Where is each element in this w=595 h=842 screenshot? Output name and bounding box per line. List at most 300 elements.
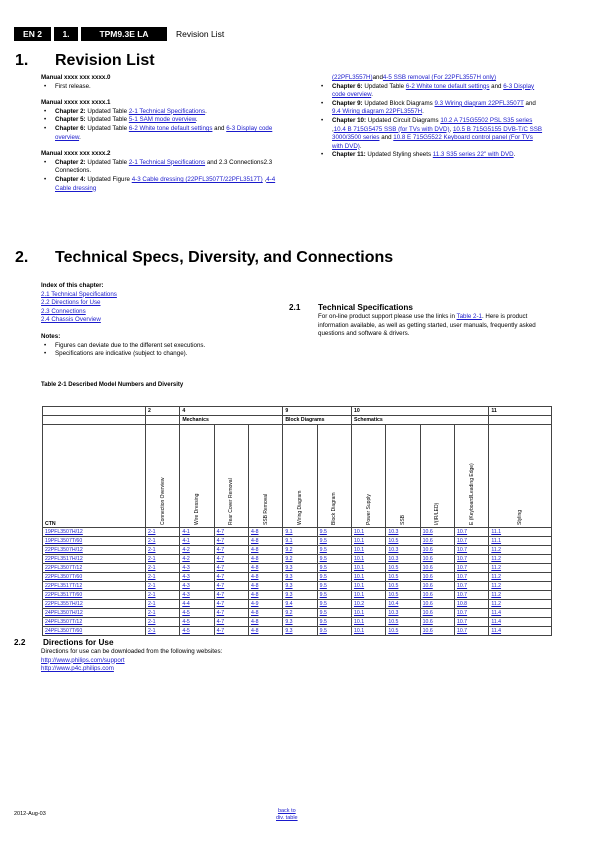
reference-link[interactable]: 10.5	[386, 591, 420, 600]
reference-link[interactable]: 10.7	[454, 582, 488, 591]
column-header	[214, 425, 248, 528]
reference-link[interactable]: 10.6	[420, 528, 454, 537]
chapter-label: Chapter 9:	[332, 99, 363, 107]
cross-reference-link[interactable]: 6-3 Display code overview	[55, 124, 273, 141]
column-header	[489, 425, 552, 528]
text-run: .	[79, 133, 81, 141]
revision-item	[318, 100, 543, 117]
footer-date: 2012-Aug-03	[14, 811, 46, 817]
reference-link[interactable]: 10.7	[454, 537, 488, 546]
index-link-chassis-overview[interactable]: 2.4 Chassis Overview	[41, 316, 101, 324]
revision-item	[41, 176, 276, 193]
chapter-number-cell: 9	[283, 407, 352, 416]
table-row	[43, 564, 552, 573]
reference-link[interactable]: 9.5	[317, 528, 351, 537]
column-header-label: E (Keyboard/Leading Edge)	[468, 463, 475, 525]
text-run: Updated Styling sheets	[365, 151, 433, 159]
chapter-label: Chapter 5:	[55, 116, 86, 124]
reference-link[interactable]: 4-8	[248, 537, 282, 546]
model-ctn-link[interactable]: 22PFL3557H/12	[43, 600, 146, 609]
revision-item	[318, 117, 543, 151]
reference-link[interactable]: 10.6	[420, 600, 454, 609]
reference-link[interactable]: 10.2	[351, 600, 385, 609]
empty-cell	[145, 416, 179, 425]
reference-link[interactable]: 9.5	[317, 627, 351, 636]
reference-link[interactable]: 9.3	[283, 573, 317, 582]
index-link-connections[interactable]: 2.3 Connections	[41, 307, 86, 315]
group-header-schematics: Schematics	[351, 416, 488, 425]
cross-reference-link[interactable]: 10.8 E 715G5522 Keyboard control panel (For TVs with DVD)	[332, 134, 533, 150]
cross-reference-link[interactable]: (22PFL3557H)	[332, 74, 373, 81]
table-group-row	[43, 416, 552, 425]
column-header	[454, 425, 488, 528]
reference-link[interactable]: 2-1	[145, 537, 179, 546]
revision-item	[318, 151, 543, 160]
text-run: and 2.3 Connections2.3 Connections.	[55, 158, 273, 175]
cross-reference-link[interactable]: 11.3 S35 series 22" with DVD	[432, 151, 514, 159]
text-run: and	[523, 99, 536, 107]
text-run: . Here is product information available, as well as getting started, user manuals, frequently asked questions and software & drivers.	[318, 313, 536, 338]
page-header	[14, 27, 224, 41]
text-run: Updated Table	[362, 82, 406, 90]
text-run: For on-line product support please use the links in	[318, 313, 457, 320]
reference-link[interactable]: 10.6	[420, 564, 454, 573]
reference-link[interactable]: 9.4	[283, 600, 317, 609]
reference-link[interactable]: 2-1	[145, 582, 179, 591]
reference-link[interactable]: 10.5	[386, 627, 420, 636]
reference-link[interactable]: 2-1	[145, 573, 179, 582]
text-run: Updated Circuit Diagrams	[366, 116, 441, 124]
section-2-1-number: 2.1	[289, 303, 301, 312]
reference-link[interactable]: 10.3	[386, 528, 420, 537]
reference-link[interactable]: 10.7	[454, 546, 488, 555]
directions-text: Directions for use can be downloaded from the following websites:	[41, 648, 223, 655]
text-run: and	[379, 134, 394, 142]
reference-link[interactable]: 9.3	[283, 618, 317, 627]
text-run: Updated Table	[85, 107, 129, 115]
column-header	[145, 425, 179, 528]
revision-item	[318, 83, 543, 100]
text-run: and	[489, 82, 504, 90]
chapter-number-cell: 10	[351, 407, 488, 416]
reference-link[interactable]: 4-5	[180, 627, 214, 636]
reference-link[interactable]: 2-1	[145, 528, 179, 537]
reference-link[interactable]: 2-1	[145, 546, 179, 555]
table-row	[43, 555, 552, 564]
reference-link[interactable]: 4-7	[214, 537, 248, 546]
reference-link[interactable]: 9.5	[317, 564, 351, 573]
reference-link[interactable]: 4-2	[180, 546, 214, 555]
reference-link[interactable]: 4-7	[214, 627, 248, 636]
reference-link[interactable]: 4-7	[214, 609, 248, 618]
column-header-label: Connection Overview	[159, 477, 166, 525]
column-header	[386, 425, 420, 528]
reference-link[interactable]: 10.1	[351, 555, 385, 564]
notes-title: Notes:	[41, 332, 61, 340]
reference-link[interactable]: 4-9	[248, 600, 282, 609]
revision-continuation	[318, 74, 543, 83]
reference-link[interactable]: 10.6	[420, 573, 454, 582]
group-header-block-diagrams: Block Diagrams	[283, 416, 352, 425]
text-run: .	[359, 142, 362, 150]
note-item: • Figures can deviate due to the different set executions.	[41, 342, 271, 351]
reference-link[interactable]: 10.7	[454, 609, 488, 618]
section-2-2-heading	[14, 638, 114, 647]
chapter-number-badge: 1.	[54, 27, 78, 41]
revision-item	[41, 125, 276, 142]
index-link-technical-specs[interactable]: 2.1 Technical Specifications	[41, 290, 117, 298]
reference-link[interactable]: 4-7	[214, 618, 248, 627]
reference-link[interactable]: 10.1	[351, 591, 385, 600]
reference-link[interactable]: 10.1	[351, 573, 385, 582]
reference-link[interactable]: 10.1	[351, 627, 385, 636]
text-run: Updated Table	[85, 158, 129, 166]
reference-link[interactable]: 4-8	[248, 582, 282, 591]
reference-link[interactable]: 10.7	[454, 627, 488, 636]
chapter-label: Chapter 6:	[55, 124, 86, 132]
model-ctn-link[interactable]: 22PFL3507T/60	[43, 573, 146, 582]
back-to-div-table-link[interactable]	[276, 808, 298, 821]
chapter-label: Chapter 4:	[55, 175, 86, 183]
model-ctn-link[interactable]: 19PFL3507H/12	[43, 528, 146, 537]
ctn-header: CTN	[43, 425, 146, 528]
chapter-1-heading	[15, 52, 155, 70]
column-header-label: I/(IR/LED)	[434, 502, 441, 525]
table-row	[43, 609, 552, 618]
reference-link[interactable]: 10.6	[420, 555, 454, 564]
reference-link[interactable]: 9.2	[283, 546, 317, 555]
cross-reference-link[interactable]: 10.4 B 715G5475 SSB (for TVs with DVD)	[333, 125, 450, 133]
revision-list-right-column	[318, 74, 543, 160]
cross-reference-link[interactable]: 5-1 SAM mode overview	[128, 116, 196, 124]
index-link-directions-for-use[interactable]: 2.2 Directions for Use	[41, 299, 101, 307]
table-row	[43, 528, 552, 537]
text-run: First release.	[55, 82, 91, 90]
reference-link[interactable]: 10.5	[386, 573, 420, 582]
column-header-label: Rear Cover Removal	[228, 478, 235, 525]
reference-link[interactable]: 4-8	[248, 609, 282, 618]
cross-reference-link[interactable]: 2-1 Technical Specifications	[128, 107, 206, 115]
revision-items	[41, 83, 276, 92]
manual-version-label: Manual xxxx xxx xxxx.1	[41, 99, 111, 107]
revision-items	[41, 108, 276, 142]
column-header-label: Wiring Diagram	[296, 490, 303, 525]
reference-link[interactable]: 10.6	[420, 582, 454, 591]
table-caption: Table 2-1 Described Model Numbers and Diversity	[41, 382, 184, 388]
reference-link[interactable]: 9.5	[317, 546, 351, 555]
model-badge: TPM9.3E LA	[81, 27, 167, 41]
table-row	[43, 546, 552, 555]
reference-link[interactable]: 9.5	[317, 537, 351, 546]
reference-link[interactable]: 2-1	[145, 609, 179, 618]
revision-item	[41, 108, 276, 117]
model-ctn-link[interactable]: 22PFL3517H/12	[43, 555, 146, 564]
text-run: .	[205, 107, 207, 115]
reference-link[interactable]: 2-1	[145, 591, 179, 600]
reference-link[interactable]: 10.1	[351, 582, 385, 591]
manual-version-label: Manual xxxx xxx xxxx.2	[41, 150, 111, 158]
manual-version-label: Manual xxxx xxx xxxx.0	[41, 74, 111, 81]
reference-link[interactable]: 4-7	[214, 546, 248, 555]
text-run: .	[195, 116, 198, 124]
reference-link[interactable]: 4-7	[214, 591, 248, 600]
chapter-label: Chapter 10:	[332, 116, 367, 124]
model-ctn-link[interactable]: 22PFL3507T/12	[43, 564, 146, 573]
reference-link[interactable]: 4-8	[248, 564, 282, 573]
table-row	[43, 600, 552, 609]
model-ctn-link[interactable]: 24PFL3507T/12	[43, 618, 146, 627]
chapter-number-cell: 2	[145, 407, 179, 416]
reference-link[interactable]: 2-1	[145, 555, 179, 564]
cross-reference-link[interactable]: 10.2 A 715G5502 PSL S35 series	[440, 116, 533, 124]
column-header	[317, 425, 351, 528]
section-2-1-body	[318, 313, 544, 339]
column-header-label: Styling	[517, 509, 524, 525]
column-header	[420, 425, 454, 528]
reference-link[interactable]: 11.2	[489, 591, 552, 600]
chapter-label: Chapter 2:	[55, 107, 86, 115]
reference-link[interactable]: 9.3	[283, 627, 317, 636]
section-2-2-title: Directions for Use	[43, 638, 114, 647]
reference-link[interactable]: 4-1	[180, 528, 214, 537]
model-ctn-link[interactable]: 22PFL3507H/12	[43, 546, 146, 555]
reference-link[interactable]: 9.2	[283, 609, 317, 618]
reference-link[interactable]: 10.6	[420, 609, 454, 618]
reference-link[interactable]: 9.5	[317, 555, 351, 564]
reference-link[interactable]: 4-5	[180, 609, 214, 618]
table-row	[43, 537, 552, 546]
cross-reference-link[interactable]: Table 2-1	[456, 313, 482, 320]
text-run: Updated Block Diagrams	[362, 99, 435, 107]
table-row	[43, 582, 552, 591]
cross-reference-link[interactable]: 10.5 B 715G5155 DVB-T/C SSB 3000/3500 series	[332, 125, 543, 142]
table-number-row	[43, 407, 552, 416]
section-2-1-heading	[289, 303, 413, 312]
reference-link[interactable]: 9.1	[283, 528, 317, 537]
reference-link[interactable]: 9.5	[317, 582, 351, 591]
cross-reference-link[interactable]: 6-2 White tone default settings	[405, 82, 490, 90]
cross-reference-link[interactable]: 6-2 White tone default settings	[128, 124, 213, 132]
reference-link[interactable]: 4-8	[248, 546, 282, 555]
group-header-mechanics: Mechanics	[180, 416, 283, 425]
reference-link[interactable]: 9.5	[317, 573, 351, 582]
reference-link[interactable]: 4-8	[248, 555, 282, 564]
reference-link[interactable]: 4-8	[248, 627, 282, 636]
chapter-2-heading	[15, 249, 393, 267]
reference-link[interactable]: 4-7	[214, 564, 248, 573]
reference-link[interactable]: 10.7	[454, 564, 488, 573]
reference-link[interactable]: 10.7	[454, 618, 488, 627]
table-header-row	[43, 425, 552, 528]
chapter-number-cell: 4	[180, 407, 283, 416]
cross-reference-link[interactable]: 9.4 Wiring diagram 22PFL3557H	[332, 108, 423, 116]
reference-link[interactable]: 4-8	[248, 591, 282, 600]
reference-link[interactable]: 9.5	[317, 591, 351, 600]
reference-link[interactable]: 10.6	[420, 537, 454, 546]
reference-link[interactable]: 11.2	[489, 600, 552, 609]
model-ctn-link[interactable]: 24PFL3507H/12	[43, 609, 146, 618]
text-run: ,	[449, 125, 453, 133]
reference-link[interactable]: 10.1	[351, 546, 385, 555]
note-item: • Specifications are indicative (subject to change).	[41, 350, 271, 359]
text-run: .	[371, 91, 373, 99]
reference-link[interactable]: 4-8	[248, 573, 282, 582]
reference-link[interactable]: 2-1	[145, 627, 179, 636]
model-ctn-link[interactable]: 19PFL3507T/60	[43, 537, 146, 546]
reference-link[interactable]: 9.2	[283, 555, 317, 564]
section-2-2-number: 2.2	[14, 638, 26, 647]
text-run: Updated Table	[85, 116, 129, 124]
reference-link[interactable]: 4-8	[248, 528, 282, 537]
reference-link[interactable]: 4-7	[214, 528, 248, 537]
text-run: Updated Table	[85, 124, 129, 132]
column-header	[248, 425, 282, 528]
reference-link[interactable]: 10.1	[351, 537, 385, 546]
revision-item	[41, 116, 276, 125]
reference-link[interactable]: 10.7	[454, 528, 488, 537]
reference-link[interactable]: 2-1	[145, 600, 179, 609]
cross-reference-link[interactable]: 4-5 SSB removal (For 22PFL3557H only)	[382, 74, 497, 81]
column-header-label: Block Diagram	[331, 492, 338, 525]
empty-cell	[489, 416, 552, 425]
text-run: .	[422, 108, 424, 116]
text-run: and	[372, 74, 383, 81]
table-row	[43, 573, 552, 582]
reference-link[interactable]: 10.6	[420, 591, 454, 600]
reference-link[interactable]: 2-1	[145, 618, 179, 627]
reference-link[interactable]: 11.1	[489, 537, 552, 546]
revision-list-chapters	[318, 83, 543, 160]
chapter-1-number: 1.	[15, 52, 29, 69]
column-header	[180, 425, 214, 528]
text-run: ,	[332, 125, 334, 133]
footer-link-line-1: back to	[277, 808, 296, 814]
revision-list-left-column	[41, 74, 276, 193]
cross-reference-link[interactable]: 6-3 Display code overview	[332, 82, 535, 99]
column-header-label: SSB Removal	[262, 493, 269, 525]
reference-link[interactable]: 9.5	[317, 609, 351, 618]
reference-link[interactable]: 4-2	[180, 555, 214, 564]
cross-reference-link[interactable]: 2-1 Technical Specifications	[128, 158, 206, 166]
chapter-2-title: Technical Specs, Diversity, and Connections	[55, 249, 394, 266]
reference-link[interactable]: 10.3	[386, 555, 420, 564]
chapter-label: Chapter 11:	[332, 151, 366, 159]
table-row	[43, 618, 552, 627]
table-row	[43, 627, 552, 636]
revision-items	[41, 159, 276, 193]
reference-link[interactable]: 4-4	[180, 600, 214, 609]
reference-link[interactable]: 10.5	[386, 582, 420, 591]
text-run: ,	[262, 175, 267, 183]
cross-reference-link[interactable]: 4-4 Cable dressing	[55, 175, 276, 192]
reference-link[interactable]: 11.2	[489, 555, 552, 564]
text-run: .	[513, 151, 516, 159]
reference-link[interactable]: 10.6	[420, 627, 454, 636]
text-run: Updated Figure	[85, 175, 132, 183]
reference-link[interactable]: 11.2	[489, 582, 552, 591]
reference-link[interactable]: 10.7	[454, 573, 488, 582]
reference-link[interactable]: 10.1	[351, 609, 385, 618]
reference-link[interactable]: 10.3	[386, 546, 420, 555]
reference-link[interactable]: 11.1	[489, 528, 552, 537]
reference-link[interactable]: 11.2	[489, 564, 552, 573]
chapter-index	[41, 282, 271, 359]
table-corner-cell	[43, 407, 146, 416]
reference-link[interactable]: 10.7	[454, 555, 488, 564]
reference-link[interactable]: 10.1	[351, 564, 385, 573]
reference-link[interactable]: 11.4	[489, 627, 552, 636]
reference-link[interactable]: 4-3	[180, 564, 214, 573]
reference-link[interactable]: 10.6	[420, 618, 454, 627]
reference-link[interactable]: 9.5	[317, 600, 351, 609]
philips-support-link[interactable]: http://www.philips.com/support	[41, 656, 125, 664]
reference-link[interactable]: 10.4	[386, 600, 420, 609]
reference-link[interactable]: 10.5	[386, 618, 420, 627]
reference-link[interactable]: 11.4	[489, 618, 552, 627]
reference-link[interactable]: 9.3	[283, 591, 317, 600]
cross-reference-link[interactable]: 9.3 Wiring diagram 22PFL3507T	[434, 99, 524, 107]
revision-item	[41, 83, 276, 92]
reference-link[interactable]: 4-3	[180, 582, 214, 591]
section-2-2-body	[41, 648, 251, 674]
reference-link[interactable]: 10.8	[454, 600, 488, 609]
reference-link[interactable]: 10.6	[420, 546, 454, 555]
model-diversity-table	[42, 406, 552, 636]
reference-link[interactable]: 4-7	[214, 573, 248, 582]
cross-reference-link[interactable]: 4-3 Cable dressing (22PFL3507T/22PFL3517T)	[131, 175, 263, 183]
text-run: and	[212, 124, 227, 132]
reference-link[interactable]: 9.1	[283, 537, 317, 546]
chapter-1-title: Revision List	[55, 52, 155, 69]
notes-list	[41, 342, 271, 359]
chapter-label: Chapter 2:	[55, 158, 86, 166]
index-title: Index of this chapter:	[41, 282, 104, 289]
model-ctn-link[interactable]: 22PFL3517T/60	[43, 591, 146, 600]
reference-link[interactable]: 10.1	[351, 618, 385, 627]
section-number-badge: EN 2	[14, 27, 51, 41]
reference-link[interactable]: 4-3	[180, 573, 214, 582]
reference-link[interactable]: 2-1	[145, 564, 179, 573]
reference-link[interactable]: 4-7	[214, 600, 248, 609]
reference-link[interactable]: 9.3	[283, 582, 317, 591]
footer-link-line-2: div. table	[276, 814, 298, 821]
reference-link[interactable]: 4-7	[214, 555, 248, 564]
reference-link[interactable]: 9.3	[283, 564, 317, 573]
reference-link[interactable]: 10.7	[454, 591, 488, 600]
reference-link[interactable]: 10.5	[386, 537, 420, 546]
reference-link[interactable]: 11.2	[489, 546, 552, 555]
reference-link[interactable]: 9.5	[317, 618, 351, 627]
reference-link[interactable]: 4-5	[180, 618, 214, 627]
revision-item	[41, 159, 276, 176]
column-header-label: Wire Dressing	[193, 493, 200, 525]
reference-link[interactable]: 4-7	[214, 582, 248, 591]
reference-link[interactable]: 11.4	[489, 609, 552, 618]
table-corner-cell	[43, 416, 146, 425]
p4c-philips-link[interactable]: http://www.p4c.philips.com	[41, 665, 114, 673]
reference-link[interactable]: 10.3	[386, 609, 420, 618]
reference-link[interactable]: 10.1	[351, 528, 385, 537]
reference-link[interactable]: 10.5	[386, 564, 420, 573]
reference-link[interactable]: 4-8	[248, 618, 282, 627]
reference-link[interactable]: 4-3	[180, 591, 214, 600]
model-ctn-link[interactable]: 24PFL3507T/60	[43, 627, 146, 636]
reference-link[interactable]: 4-1	[180, 537, 214, 546]
chapter-label: Chapter 6:	[332, 82, 363, 90]
reference-link[interactable]: 11.2	[489, 573, 552, 582]
chapter-2-number: 2.	[15, 249, 29, 266]
model-ctn-link[interactable]: 22PFL3517T/12	[43, 582, 146, 591]
